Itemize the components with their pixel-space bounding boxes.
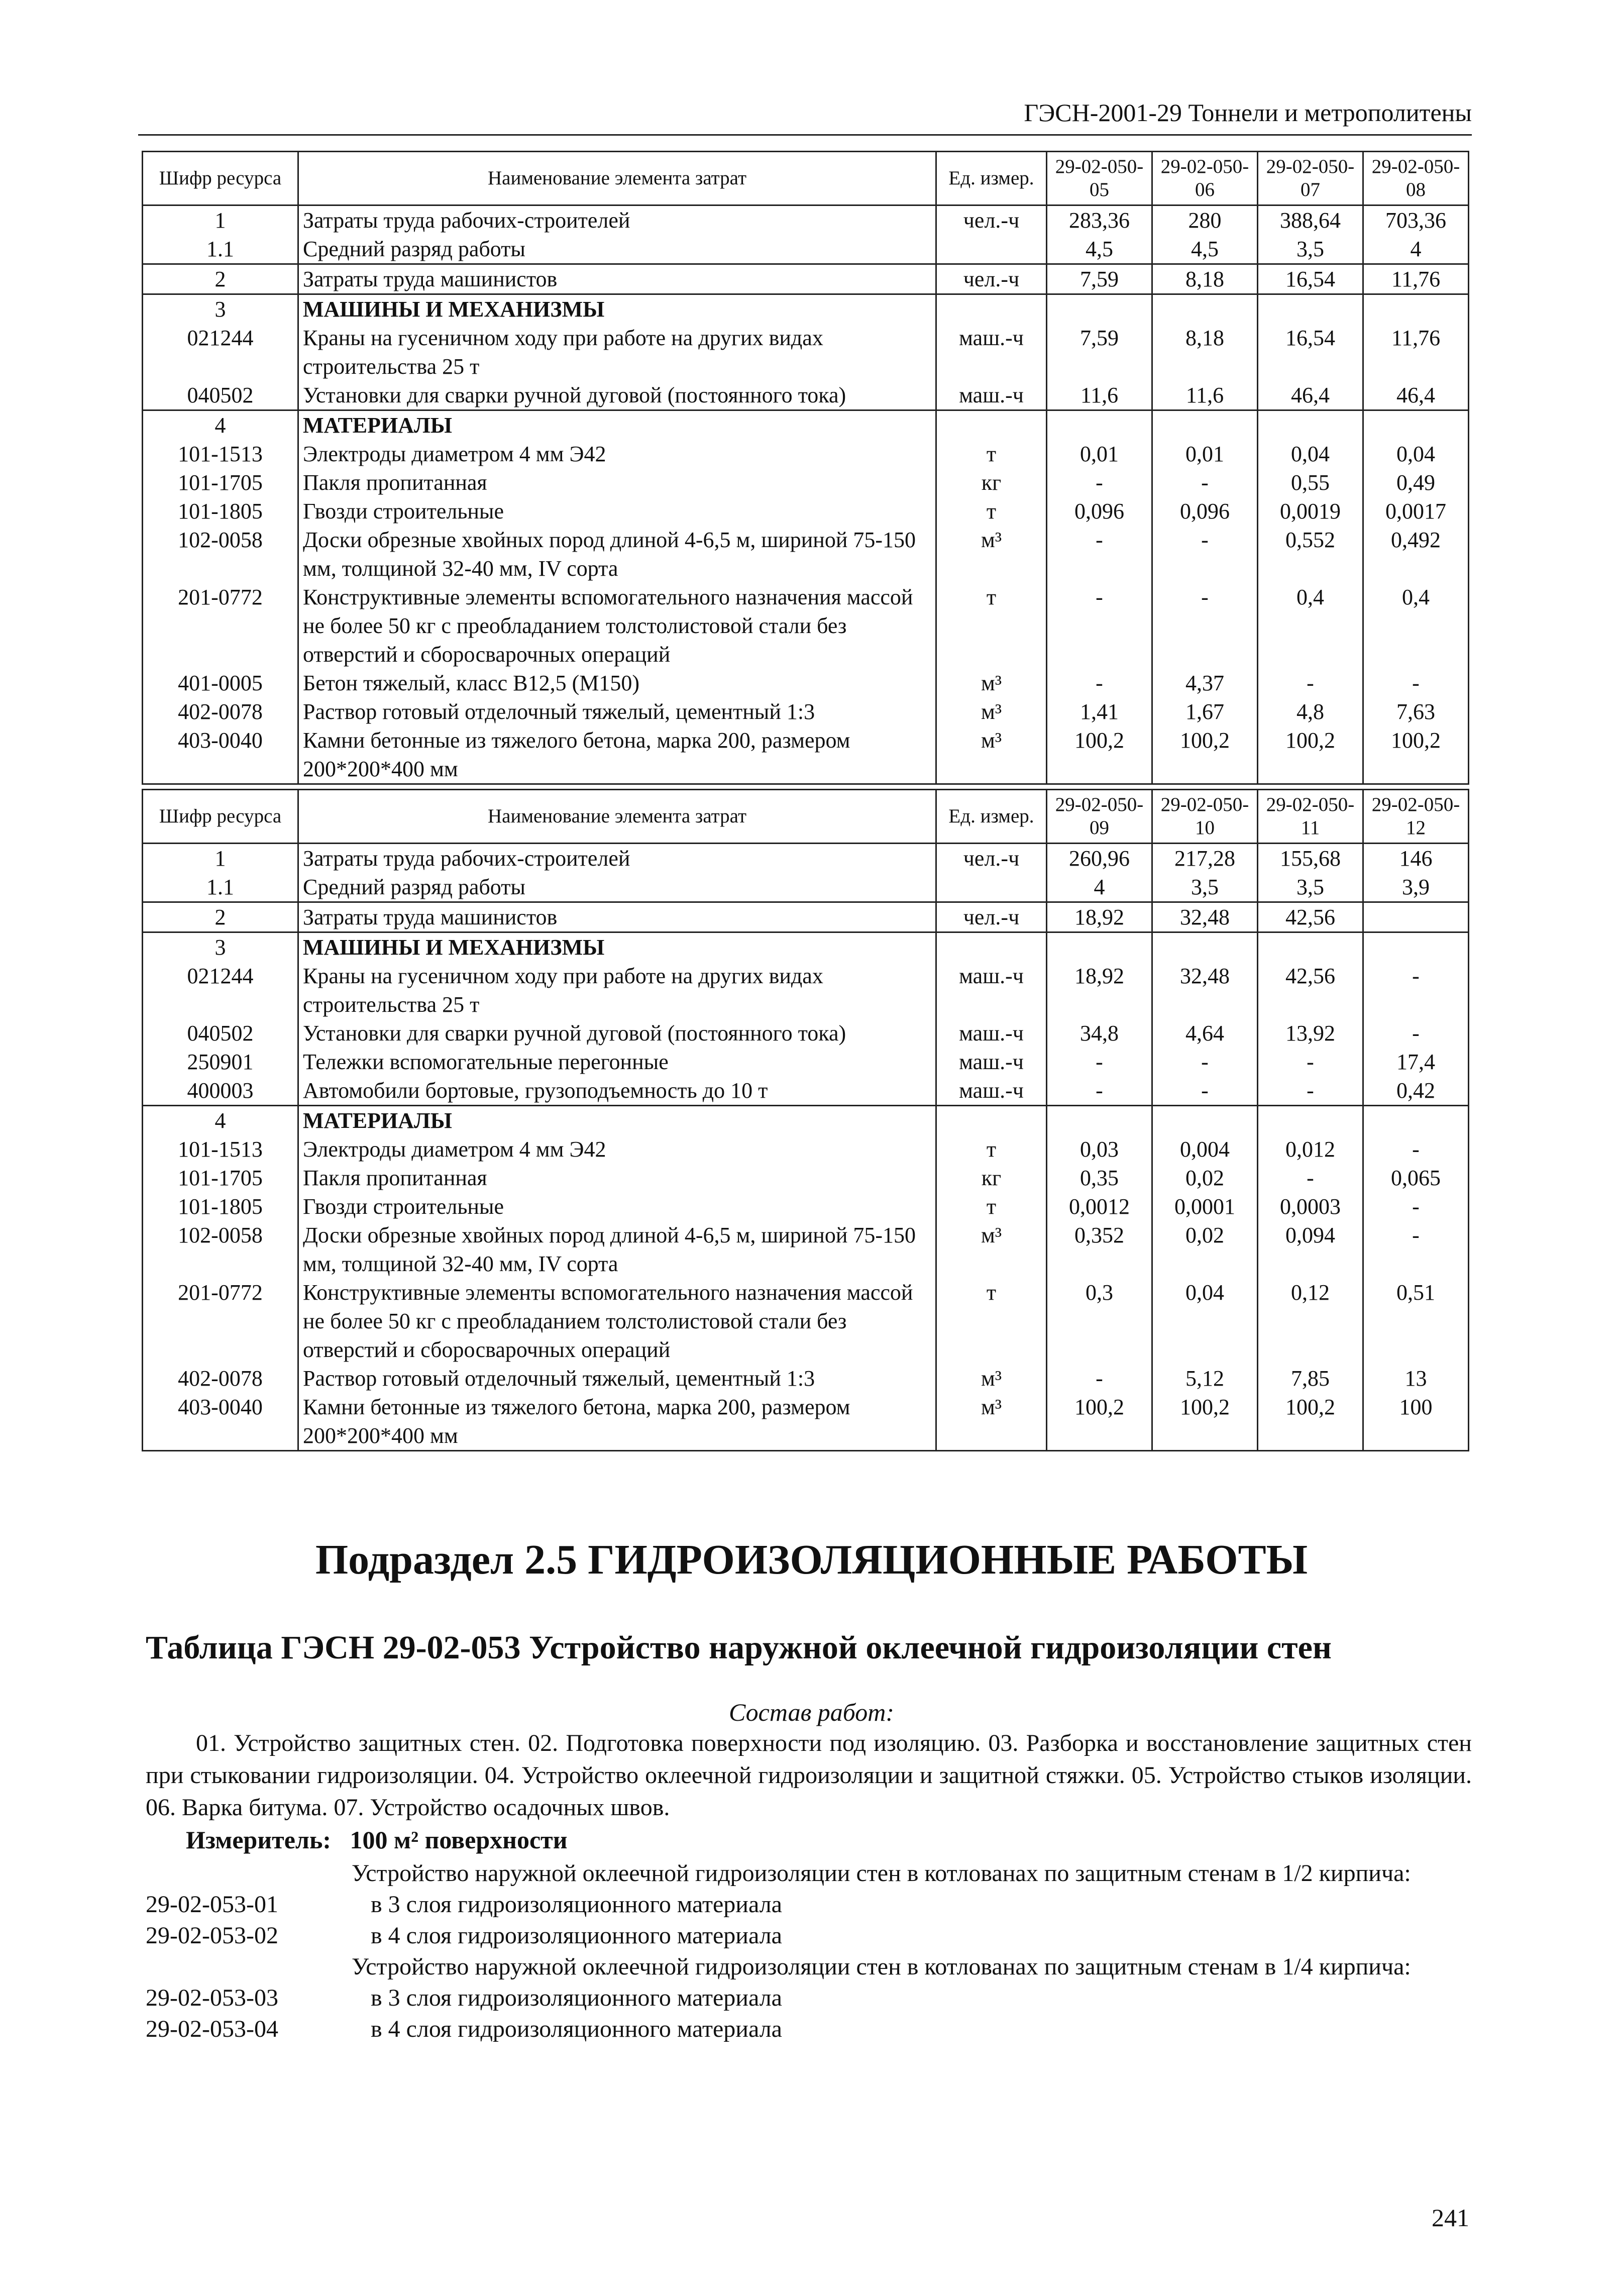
norm-value: 7,63 [1363,697,1469,726]
norm-value [1258,932,1363,962]
norm-value: 3,5 [1258,235,1363,264]
norm-value: 100,2 [1258,1393,1363,1451]
cost-item-name: Раствор готовый отделочный тяжелый, цементный 1:3 [298,697,936,726]
norm-value: 0,004 [1152,1135,1258,1164]
norm-value: - [1258,1164,1363,1192]
norm-value: - [1363,1192,1469,1221]
running-header [138,90,1472,136]
norm-value: - [1047,583,1152,669]
unit: м³ [936,726,1047,784]
list-item [146,1889,1472,1920]
table-header-row [143,152,1469,205]
norm-value: 0,01 [1047,440,1152,468]
table-row [143,844,1469,873]
norm-value: - [1363,1221,1469,1278]
composition-title: Состав работ: [728,1698,895,1726]
norm-value: - [1363,669,1469,697]
resource-table-2 [142,789,1469,1451]
group-description: Устройство наружной оклеечной гидроизоляции стен в котлованах по защитным стенам в 1/4 кирпича: [352,1953,1411,1980]
cost-item-name: Конструктивные элементы вспомогательного назначения массой не более 50 кг с преобладанием толстолистовой стали без отверстий и сборосварочных операций [298,1278,936,1364]
norm-value: 13,92 [1258,1019,1363,1048]
col-header-code: Шифр ресурса [143,790,298,844]
norm-code: 29-02-053-03 [146,1985,278,2011]
norm-text: в 3 слоя гидроизоляционного материала [371,1985,782,2011]
norm-value: 0,51 [1363,1278,1469,1364]
norm-value: - [1152,583,1258,669]
norm-value: 100,2 [1152,1393,1258,1451]
norm-value: 0,094 [1258,1221,1363,1278]
norm-value: - [1152,468,1258,497]
norm-value: 0,0012 [1047,1192,1152,1221]
resource-code: 3 [143,932,298,962]
norm-value: 100,2 [1047,1393,1152,1451]
unit: кг [936,1164,1047,1192]
norm-value: 0,02 [1152,1221,1258,1278]
table-row [143,235,1469,264]
unit: т [936,1278,1047,1364]
resource-code: 102-0058 [143,526,298,583]
norm-value: 16,54 [1258,264,1363,294]
norm-value: 0,35 [1047,1164,1152,1192]
norm-value: 0,03 [1047,1135,1152,1164]
unit: маш.-ч [936,962,1047,1019]
norm-value: 0,4 [1258,583,1363,669]
unit: чел.-ч [936,264,1047,294]
cost-item-name: Гвозди строительные [298,497,936,526]
norm-value [1152,932,1258,962]
norm-value: - [1363,1135,1469,1164]
norm-value: - [1258,1048,1363,1076]
norm-value [1258,1106,1363,1135]
norm-value: 7,85 [1258,1364,1363,1393]
norm-value [1152,294,1258,324]
unit [936,1106,1047,1135]
unit [936,235,1047,264]
norm-value [1363,294,1469,324]
table-row [143,962,1469,1019]
unit [936,410,1047,440]
norm-value: - [1363,962,1469,1019]
table-row [143,1106,1469,1135]
norm-value: 0,0017 [1363,497,1469,526]
cost-item-name: Пакля пропитанная [298,1164,936,1192]
meter [186,1824,568,1856]
resource-code: 4 [143,1106,298,1135]
norm-code: 29-02-053-04 [146,2016,278,2042]
unit: м³ [936,526,1047,583]
norm-value: 46,4 [1363,381,1469,410]
table-row [143,468,1469,497]
cost-item-name: МАШИНЫ И МЕХАНИЗМЫ [298,294,936,324]
norm-value: 703,36 [1363,205,1469,235]
norm-value: 5,12 [1152,1364,1258,1393]
norm-value: - [1047,669,1152,697]
norm-value: 18,92 [1047,962,1152,1019]
col-header-norm: 29-02-050-10 [1152,790,1258,844]
cost-item-name: Камни бетонные из тяжелого бетона, марка 200, размером 200*200*400 мм [298,1393,936,1451]
resource-code: 101-1705 [143,1164,298,1192]
resource-code: 101-1513 [143,440,298,468]
cost-item-name: Краны на гусеничном ходу при работе на других видах строительства 25 т [298,962,936,1019]
norm-value: 42,56 [1258,902,1363,932]
norm-value: 0,12 [1258,1278,1363,1364]
norm-value [1047,1106,1152,1135]
cost-item-name: Доски обрезные хвойных пород длиной 4-6,5 м, шириной 75-150 мм, толщиной 32-40 мм, IV сорта [298,526,936,583]
table-row [143,526,1469,583]
norm-value: 18,92 [1047,902,1152,932]
norm-value: 11,6 [1152,381,1258,410]
unit: т [936,1135,1047,1164]
norm-value: 0,49 [1363,468,1469,497]
norm-value: 4,5 [1152,235,1258,264]
norm-value [1363,902,1469,932]
resource-table-1 [142,151,1469,785]
unit: т [936,583,1047,669]
resource-code: 021244 [143,962,298,1019]
norm-value [1363,410,1469,440]
table-row [143,381,1469,410]
resource-code: 040502 [143,381,298,410]
norm-value: 0,352 [1047,1221,1152,1278]
norm-value: 100,2 [1258,726,1363,784]
unit: м³ [936,669,1047,697]
unit: маш.-ч [936,1048,1047,1076]
col-header-norm: 29-02-050-05 [1047,152,1152,205]
subsection-title: Подраздел 2.5 ГИДРОИЗОЛЯЦИОННЫЕ РАБОТЫ [315,1536,1308,1583]
norm-value: 7,59 [1047,324,1152,381]
norm-value: 0,3 [1047,1278,1152,1364]
list-item [146,1920,1472,1951]
resource-code: 1.1 [143,235,298,264]
table-row [143,497,1469,526]
cost-item-name: Затраты труда рабочих-строителей [298,205,936,235]
norm-value: 0,012 [1258,1135,1363,1164]
norm-text: в 3 слоя гидроизоляционного материала [371,1891,782,1918]
unit: маш.-ч [936,1019,1047,1048]
norm-value: - [1152,1048,1258,1076]
cost-item-name: Затраты труда машинистов [298,264,936,294]
norm-value: 100,2 [1363,726,1469,784]
norm-value: 0,0003 [1258,1192,1363,1221]
cost-item-name: Бетон тяжелый, класс В12,5 (М150) [298,669,936,697]
resource-code: 1 [143,205,298,235]
table-row [143,1192,1469,1221]
resource-code: 1 [143,844,298,873]
header-title: ГЭСН-2001-29 Тоннели и метрополитены [1024,98,1472,127]
norm-value: 0,096 [1152,497,1258,526]
table-row [143,1076,1469,1106]
table-row [143,1019,1469,1048]
norm-value: 0,02 [1152,1164,1258,1192]
norm-value: 0,04 [1152,1278,1258,1364]
table-row [143,440,1469,468]
meter-value: 100 м² поверхности [350,1826,568,1854]
norm-value: - [1152,526,1258,583]
group-description: Устройство наружной оклеечной гидроизоляции стен в котлованах по защитным стенам в 1/2 кирпича: [352,1860,1411,1887]
cost-item-name: Затраты труда рабочих-строителей [298,844,936,873]
resource-code: 401-0005 [143,669,298,697]
unit: м³ [936,1221,1047,1278]
table-row [143,726,1469,784]
col-header-name: Наименование элемента затрат [298,790,936,844]
norm-value [1047,294,1152,324]
unit: кг [936,468,1047,497]
norm-value [1258,410,1363,440]
norm-value: 0,552 [1258,526,1363,583]
resource-code: 2 [143,902,298,932]
cost-item-name: Затраты труда машинистов [298,902,936,932]
norm-value: 4,8 [1258,697,1363,726]
resource-code: 101-1805 [143,497,298,526]
norm-value: 42,56 [1258,962,1363,1019]
norm-value: 146 [1363,844,1469,873]
norm-value: - [1258,1076,1363,1106]
cost-item-name: Установки для сварки ручной дуговой (постоянного тока) [298,1019,936,1048]
cost-item-name: Краны на гусеничном ходу при работе на других видах строительства 25 т [298,324,936,381]
table-row [143,932,1469,962]
norm-value: 32,48 [1152,962,1258,1019]
norm-value: 0,04 [1363,440,1469,468]
unit: м³ [936,697,1047,726]
cost-item-name: МАШИНЫ И МЕХАНИЗМЫ [298,932,936,962]
norm-value: 260,96 [1047,844,1152,873]
table-row [143,583,1469,669]
norm-value: 100,2 [1047,726,1152,784]
norm-text: в 4 слоя гидроизоляционного материала [371,1922,782,1949]
norm-value: 283,36 [1047,205,1152,235]
resource-code: 403-0040 [143,726,298,784]
unit: чел.-ч [936,844,1047,873]
resource-code: 250901 [143,1048,298,1076]
norm-value: - [1047,1048,1152,1076]
norm-value: - [1047,526,1152,583]
table-row [143,1048,1469,1076]
norm-value: 0,4 [1363,583,1469,669]
col-header-unit: Ед. измер. [936,790,1047,844]
col-header-norm: 29-02-050-11 [1258,790,1363,844]
norm-value: 217,28 [1152,844,1258,873]
unit: т [936,440,1047,468]
cost-item-name: Электроды диаметром 4 мм Э42 [298,1135,936,1164]
cost-item-name: Тележки вспомогательные перегонные [298,1048,936,1076]
norm-value: 0,04 [1258,440,1363,468]
norm-value: 100,2 [1152,726,1258,784]
resource-code: 3 [143,294,298,324]
norm-value: 1,41 [1047,697,1152,726]
table-row [143,1278,1469,1364]
unit: т [936,497,1047,526]
norm-value [1047,932,1152,962]
norm-value [1363,932,1469,962]
resource-code: 101-1805 [143,1192,298,1221]
norm-code: 29-02-053-01 [146,1891,278,1918]
table-row [143,264,1469,294]
norm-value: 17,4 [1363,1048,1469,1076]
norm-entries [146,1858,1472,2045]
resource-code: 101-1513 [143,1135,298,1164]
list-item [146,1982,1472,2014]
norm-value: 388,64 [1258,205,1363,235]
unit: маш.-ч [936,381,1047,410]
norm-value: 3,5 [1152,873,1258,902]
resource-code: 400003 [143,1076,298,1106]
norm-value: 34,8 [1047,1019,1152,1048]
unit [936,873,1047,902]
unit: маш.-ч [936,1076,1047,1106]
norm-value: 0,0001 [1152,1192,1258,1221]
norm-value [1152,410,1258,440]
norm-value: - [1363,1019,1469,1048]
resource-code: 201-0772 [143,1278,298,1364]
norm-value: 0,0019 [1258,497,1363,526]
table-row [143,669,1469,697]
norm-value: 3,9 [1363,873,1469,902]
resource-code: 101-1705 [143,468,298,497]
table-row [143,873,1469,902]
unit [936,294,1047,324]
norm-value: 0,492 [1363,526,1469,583]
cost-item-name: Средний разряд работы [298,235,936,264]
resource-code: 040502 [143,1019,298,1048]
resource-code: 2 [143,264,298,294]
col-header-norm: 29-02-050-07 [1258,152,1363,205]
table-row [143,205,1469,235]
entry-group [146,1951,1472,2045]
norm-value [1363,1106,1469,1135]
norm-value: 8,18 [1152,264,1258,294]
cost-item-name: Электроды диаметром 4 мм Э42 [298,440,936,468]
cost-item-name: Конструктивные элементы вспомогательного назначения массой не более 50 кг с преобладанием толстолистовой стали без отверстий и сборосварочных операций [298,583,936,669]
col-header-unit: Ед. измер. [936,152,1047,205]
unit: маш.-ч [936,324,1047,381]
resource-code: 102-0058 [143,1221,298,1278]
norm-value: 0,01 [1152,440,1258,468]
norm-value: - [1258,669,1363,697]
norm-value: 0,096 [1047,497,1152,526]
resource-code: 403-0040 [143,1393,298,1451]
unit: т [936,1192,1047,1221]
norm-value: 280 [1152,205,1258,235]
resource-code: 402-0078 [143,697,298,726]
norm-value: 4 [1047,873,1152,902]
norm-value: 0,55 [1258,468,1363,497]
table-row [143,410,1469,440]
cost-item-name: Пакля пропитанная [298,468,936,497]
norm-value: 16,54 [1258,324,1363,381]
unit: м³ [936,1364,1047,1393]
norm-value [1047,410,1152,440]
norm-value: - [1047,1364,1152,1393]
norm-value: - [1047,468,1152,497]
col-header-norm: 29-02-050-12 [1363,790,1469,844]
norm-value: - [1047,1076,1152,1106]
entry-group [146,1858,1472,1951]
norm-value: - [1152,1076,1258,1106]
cost-item-name: Автомобили бортовые, грузоподъемность до 10 т [298,1076,936,1106]
norm-value: 7,59 [1047,264,1152,294]
col-header-code: Шифр ресурса [143,152,298,205]
norm-value: 4,37 [1152,669,1258,697]
norm-value: 11,6 [1047,381,1152,410]
unit: м³ [936,1393,1047,1451]
table-row [143,1221,1469,1278]
norm-value: 0,42 [1363,1076,1469,1106]
norm-text: в 4 слоя гидроизоляционного материала [371,2016,782,2042]
list-item [146,2014,1472,2045]
norm-value: 4,5 [1047,235,1152,264]
table-row [143,697,1469,726]
resource-code: 1.1 [143,873,298,902]
cost-item-name: МАТЕРИАЛЫ [298,1106,936,1135]
norm-value: 13 [1363,1364,1469,1393]
norm-value: 100 [1363,1393,1469,1451]
table-row [143,1135,1469,1164]
resource-code: 4 [143,410,298,440]
col-header-name: Наименование элемента затрат [298,152,936,205]
norm-value: 3,5 [1258,873,1363,902]
cost-item-name: Установки для сварки ручной дуговой (постоянного тока) [298,381,936,410]
table-row [143,1164,1469,1192]
cost-item-name: МАТЕРИАЛЫ [298,410,936,440]
resource-code: 021244 [143,324,298,381]
norm-value [1152,1106,1258,1135]
col-header-norm: 29-02-050-06 [1152,152,1258,205]
unit: чел.-ч [936,205,1047,235]
table-header-row [143,790,1469,844]
table-row [143,1364,1469,1393]
norm-value [1258,294,1363,324]
norm-value: 4,64 [1152,1019,1258,1048]
cost-item-name: Раствор готовый отделочный тяжелый, цементный 1:3 [298,1364,936,1393]
cost-item-name: Доски обрезные хвойных пород длиной 4-6,5 м, шириной 75-150 мм, толщиной 32-40 мм, IV сорта [298,1221,936,1278]
cost-item-name: Камни бетонные из тяжелого бетона, марка 200, размером 200*200*400 мм [298,726,936,784]
col-header-norm: 29-02-050-08 [1363,152,1469,205]
norm-code: 29-02-053-02 [146,1922,278,1949]
table-row [143,324,1469,381]
table-row [143,1393,1469,1451]
table-title: Таблица ГЭСН 29-02-053 Устройство наружной оклеечной гидроизоляции стен [146,1629,1332,1666]
norm-value: 46,4 [1258,381,1363,410]
norm-value: 32,48 [1152,902,1258,932]
unit: чел.-ч [936,902,1047,932]
resource-code: 201-0772 [143,583,298,669]
norm-value: 11,76 [1363,264,1469,294]
meter-label: Измеритель: [186,1826,332,1854]
cost-item-name: Средний разряд работы [298,873,936,902]
norm-value: 11,76 [1363,324,1469,381]
composition-text: 01. Устройство защитных стен. 02. Подготовка поверхности под изоляцию. 03. Разборка и восстановление защитных стен при стыковании гидроизоляции. 04. Устройство оклеечной гидроизоляции и защитной стяжки. 05. Устройство стыков изоляции. 06. Варка битума. 07. Устройство осадочных швов. [146,1730,1472,1821]
norm-value: 8,18 [1152,324,1258,381]
col-header-norm: 29-02-050-09 [1047,790,1152,844]
norm-value: 1,67 [1152,697,1258,726]
table-row [143,294,1469,324]
cost-item-name: Гвозди строительные [298,1192,936,1221]
norm-value: 155,68 [1258,844,1363,873]
page-number: 241 [1432,2204,1469,2232]
resource-code: 402-0078 [143,1364,298,1393]
norm-value: 4 [1363,235,1469,264]
norm-value: 0,065 [1363,1164,1469,1192]
unit [936,932,1047,962]
table-row [143,902,1469,932]
